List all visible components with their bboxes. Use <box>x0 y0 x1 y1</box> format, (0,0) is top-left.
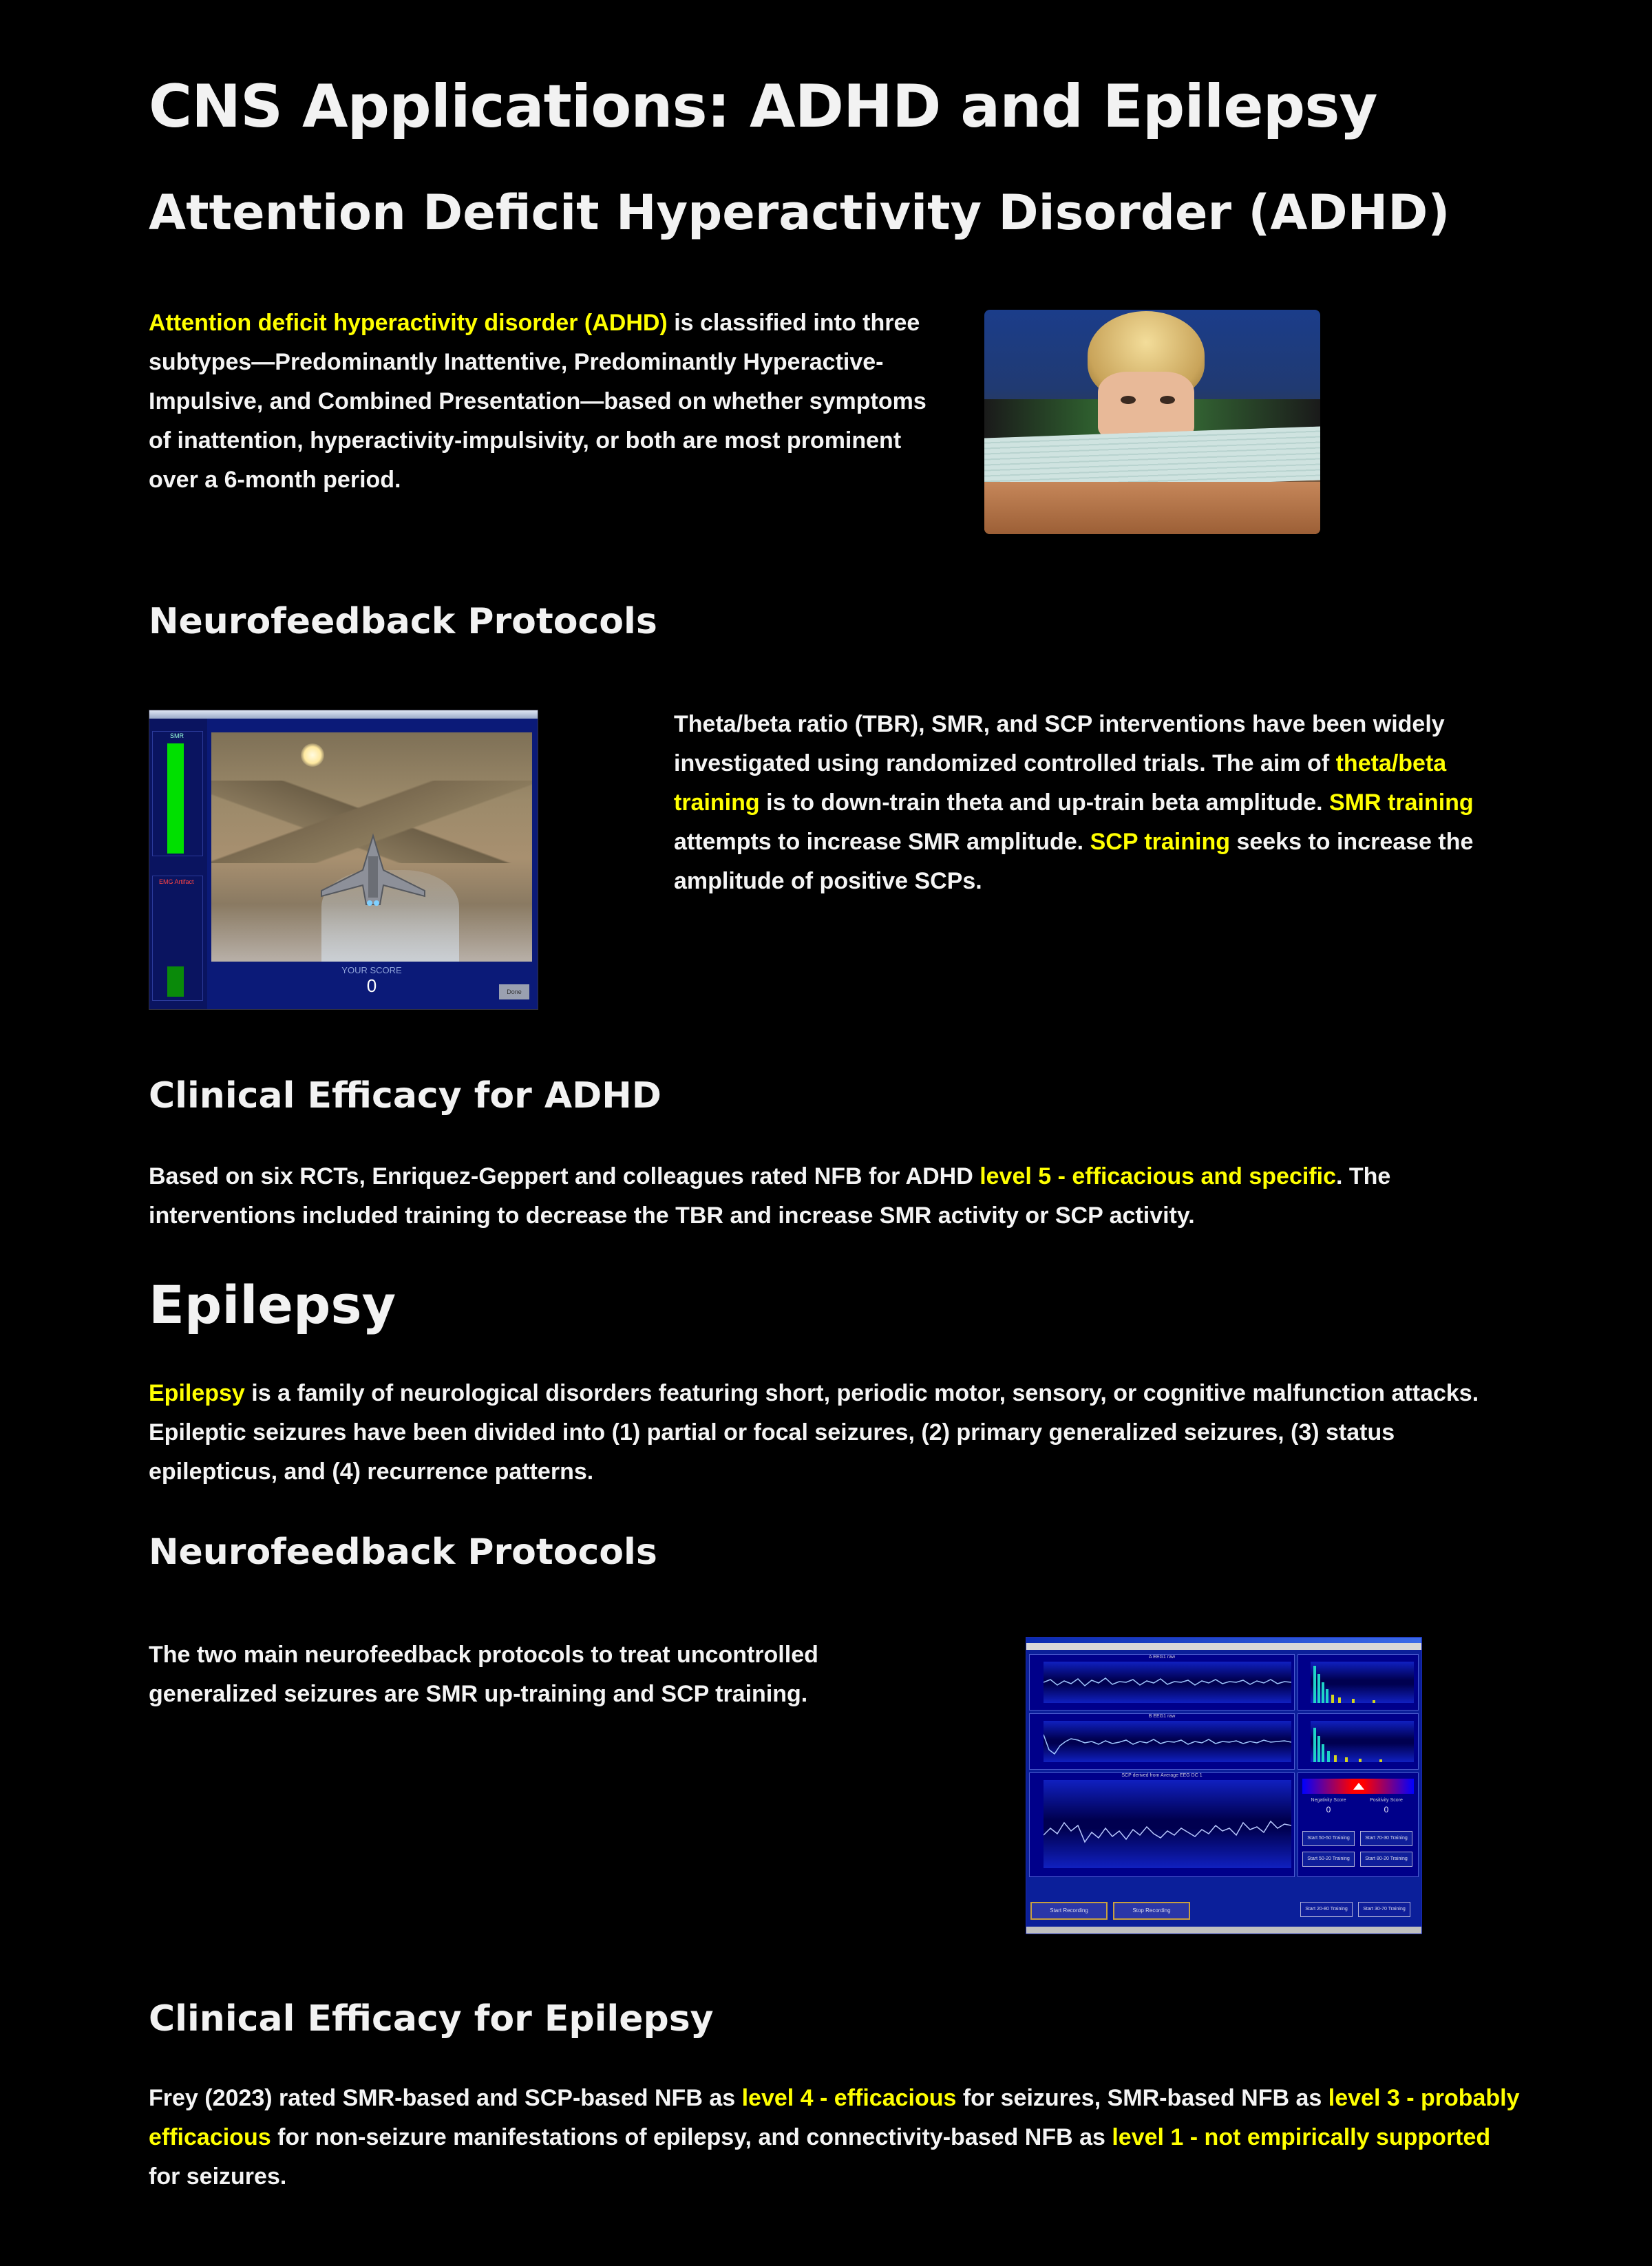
adhd-efficacy-paragraph <box>149 1157 1525 1236</box>
level-4-highlight: level 4 - efficacious <box>741 2085 957 2111</box>
positivity-score-value: 0 <box>1384 1805 1389 1814</box>
spectrum-plot-b <box>1298 1713 1419 1770</box>
adhd-protocols-heading: Neurofeedback Protocols <box>149 601 657 642</box>
emg-gauge-label: EMG Artifact <box>159 878 194 885</box>
epilepsy-efficacy-text-2: for seizures, SMR-based NFB as <box>956 2085 1328 2111</box>
epilepsy-efficacy-paragraph <box>149 2079 1525 2196</box>
protocols-text-2: is to down-train theta and up-train beta amplitude. <box>759 790 1330 816</box>
eeg-plot-b <box>1029 1713 1295 1770</box>
eeg-plot-a-title: A EEG1 raw <box>1148 1655 1176 1660</box>
smr-gauge-bar <box>167 743 184 854</box>
start-recording-button[interactable]: Start Recording <box>1030 1902 1108 1920</box>
stop-recording-button[interactable]: Stop Recording <box>1113 1902 1190 1920</box>
spectrum-plot-a <box>1298 1654 1419 1711</box>
scp-plot-title: SCP derived from Average EEG DC 1 <box>1121 1773 1203 1778</box>
epilepsy-protocols-heading: Neurofeedback Protocols <box>149 1532 657 1573</box>
level-3-highlight: level 3 - probably efficacious <box>149 2085 1520 2150</box>
adhd-definition-highlight: Attention deficit hyperactivity disorder (ADHD) <box>149 310 668 336</box>
eeg-plot-b-title: B EEG1 raw <box>1148 1714 1176 1719</box>
done-button[interactable]: Done <box>499 984 529 999</box>
flight-game-view <box>211 732 532 962</box>
adhd-intro-text: is classified into three subtypes—Predominantly Inattentive, Predominantly Hyperactive-Impulsive, and Combined Presentation—based on whether symptoms of inattention, hyperactivity-impulsivity, or both are most prominent over a 6-month period. <box>149 310 926 493</box>
score-value: 0 <box>366 975 377 996</box>
score-label: YOUR SCORE <box>341 965 402 975</box>
training-button-1[interactable]: Start 50-50 Training <box>1302 1831 1355 1846</box>
triangle-up-icon <box>1353 1783 1364 1790</box>
epilepsy-intro-paragraph <box>149 1374 1525 1492</box>
training-button-6[interactable]: Start 30-70 Training <box>1358 1902 1410 1917</box>
epilepsy-efficacy-text-4: for seizures. <box>149 2163 287 2190</box>
training-button-5[interactable]: Start 20-80 Training <box>1300 1902 1353 1917</box>
protocols-text-4: seeks to increase the amplitude of positive SCPs. <box>674 829 1474 894</box>
negativity-score-value: 0 <box>1326 1805 1331 1814</box>
negativity-score-label: Negativity Score <box>1311 1798 1346 1803</box>
scp-plot <box>1029 1772 1295 1877</box>
adhd-heading: Attention Deficit Hyperactivity Disorder (ADHD) <box>149 184 1450 241</box>
epilepsy-heading: Epilepsy <box>149 1274 396 1335</box>
page-title: CNS Applications: ADHD and Epilepsy <box>149 72 1377 141</box>
scp-trace <box>1044 1780 1291 1868</box>
software-menubar <box>1026 1643 1421 1650</box>
epilepsy-definition-highlight: Epilepsy <box>149 1380 245 1406</box>
smr-gauge-label: SMR <box>170 732 184 739</box>
neurofeedback-game-screenshot <box>149 710 538 1010</box>
training-button-4[interactable]: Start 80-20 Training <box>1360 1852 1412 1867</box>
jet-icon <box>315 829 432 911</box>
smr-training-highlight: SMR training <box>1329 790 1474 816</box>
spectrum-bars-b <box>1311 1721 1414 1762</box>
adhd-efficacy-text-2: . The interventions included training to decrease the TBR and increase SMR activity or SCP activity. <box>149 1163 1391 1229</box>
eeg-trace-b <box>1044 1721 1291 1762</box>
epilepsy-intro-text: is a family of neurological disorders featuring short, periodic motor, sensory, or cognitive malfunction attacks. Epileptic seizures have been divided into (1) partial or focal seizures, (2) primary generalized seizures, (3) status epilepticus, and (4) recurrence patterns. <box>149 1380 1479 1485</box>
protocols-text-1: Theta/beta ratio (TBR), SMR, and SCP interventions have been widely investigated using randomized controlled trials. The aim of <box>674 711 1445 776</box>
scp-training-highlight: SCP training <box>1090 829 1230 855</box>
eeg-plot-a <box>1029 1654 1295 1711</box>
spectrum-bars-a <box>1311 1662 1414 1703</box>
theta-beta-training-highlight: theta/beta training <box>674 750 1447 816</box>
software-taskbar <box>1026 1927 1421 1934</box>
software-titlebar <box>1026 1638 1421 1643</box>
eeg-software-screenshot <box>1026 1637 1422 1934</box>
epilepsy-efficacy-heading: Clinical Efficacy for Epilepsy <box>149 1998 714 2040</box>
epilepsy-protocols-paragraph: The two main neurofeedback protocols to treat uncontrolled generalized seizures are SMR up-training and SCP training. <box>149 1642 818 1707</box>
game-titlebar <box>149 710 538 719</box>
eeg-trace-a <box>1044 1662 1291 1703</box>
training-button-3[interactable]: Start 50-20 Training <box>1302 1852 1355 1867</box>
protocols-text-3: attempts to increase SMR amplitude. <box>674 829 1090 855</box>
adhd-efficacy-heading: Clinical Efficacy for ADHD <box>149 1075 661 1116</box>
sun-icon <box>301 743 324 767</box>
training-button-2[interactable]: Start 70-30 Training <box>1360 1831 1412 1846</box>
adhd-efficacy-level-highlight: level 5 - efficacious and specific <box>979 1163 1336 1189</box>
adhd-efficacy-text-1: Based on six RCTs, Enriquez-Geppert and colleagues rated NFB for ADHD <box>149 1163 980 1189</box>
training-control-panel <box>1298 1772 1419 1877</box>
epilepsy-efficacy-text-3: for non-seizure manifestations of epilepsy, and connectivity-based NFB as <box>271 2124 1112 2150</box>
adhd-protocols-paragraph <box>674 705 1486 901</box>
adhd-intro-paragraph <box>149 304 926 500</box>
game-sidebar <box>149 719 207 1009</box>
epilepsy-efficacy-text-1: Frey (2023) rated SMR-based and SCP-based NFB as <box>149 2085 742 2111</box>
positivity-score-label: Positivity Score <box>1370 1798 1403 1803</box>
emg-gauge-bar <box>167 966 184 997</box>
level-1-highlight: level 1 - not empirically supported <box>1112 2124 1491 2150</box>
adhd-child-photo <box>984 310 1320 534</box>
